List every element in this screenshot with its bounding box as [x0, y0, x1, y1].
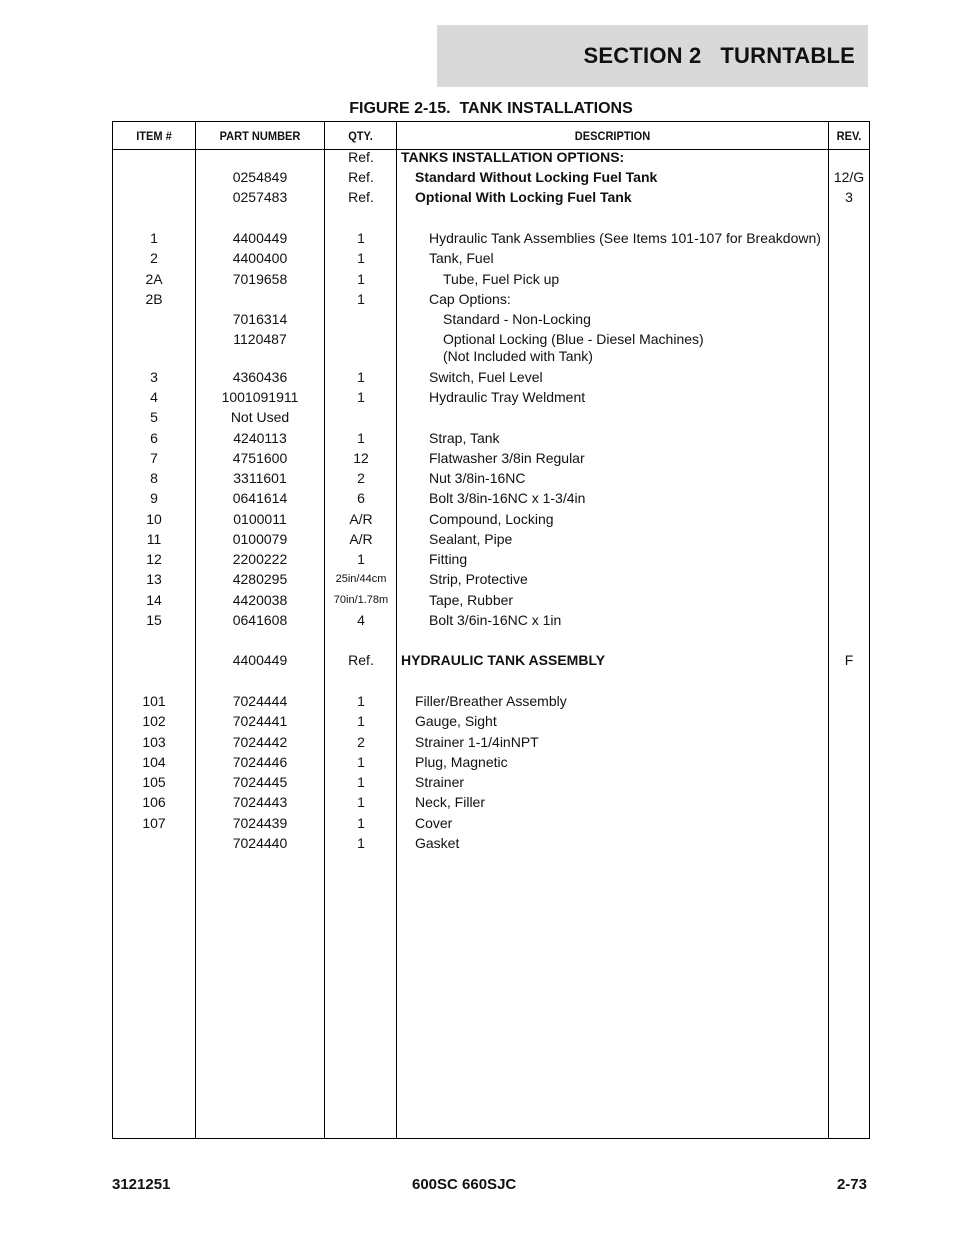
description-cell: Tube, Fuel Pick up: [443, 271, 560, 287]
description-cell: Tank, Fuel: [429, 250, 494, 266]
quantity-cell: 1: [357, 713, 365, 729]
part-number-cell: 7024440: [232, 835, 288, 851]
item-number-cell: 107: [142, 815, 166, 831]
item-number-cell: 3: [150, 369, 158, 385]
description-cell: HYDRAULIC TANK ASSEMBLY: [401, 652, 606, 668]
item-number-cell: 101: [142, 693, 166, 709]
quantity-cell: 2: [357, 470, 365, 486]
footer-page-number: 2-73: [836, 1176, 867, 1193]
item-number-cell: 1: [150, 230, 158, 246]
description-cell: Hydraulic Tank Assemblies (See Items 101-107 for Breakdown): [429, 230, 821, 246]
footer-doc-number: 3121251: [112, 1176, 171, 1193]
quantity-cell: 1: [357, 835, 365, 851]
quantity-cell: Ref.: [348, 189, 374, 205]
quantity-cell: 1: [357, 774, 365, 790]
footer-model: 600SC 660SJC: [412, 1176, 517, 1193]
header-item: ITEM #: [136, 128, 172, 143]
part-number-cell: 4360436: [232, 369, 288, 385]
item-number-cell: 103: [142, 734, 166, 750]
description-cell: Nut 3/8in-16NC: [429, 470, 526, 486]
item-number-cell: 104: [142, 754, 166, 770]
item-number-cell: 12: [146, 551, 162, 567]
description-cell: Filler/Breather Assembly: [415, 693, 567, 709]
part-number-cell: 0254849: [232, 169, 288, 185]
description-cell: Neck, Filler: [415, 794, 486, 810]
part-number-cell: 4751600: [232, 450, 288, 466]
item-number-cell: 4: [150, 389, 158, 405]
description-cell: Strainer 1-1/4inNPT: [415, 734, 539, 750]
description-cell: Hydraulic Tray Weldment: [429, 389, 586, 405]
quantity-cell: Ref.: [348, 149, 374, 165]
description-cell: Cover: [415, 815, 453, 831]
description-cell: Standard - Non-Locking: [443, 311, 591, 327]
quantity-cell: 1: [357, 291, 365, 307]
revision-cell: F: [844, 652, 854, 668]
part-number-cell: 4280295: [232, 571, 288, 587]
revision-cell: 12/G: [833, 169, 865, 185]
part-number-cell: 7019658: [232, 271, 288, 287]
description-cell: Optional With Locking Fuel Tank: [415, 189, 632, 205]
quantity-cell: 1: [357, 551, 365, 567]
part-number-cell: 4400449: [232, 230, 288, 246]
item-number-cell: 2: [150, 250, 158, 266]
revision-cell: 3: [845, 189, 853, 205]
quantity-cell: 1: [357, 369, 365, 385]
description-cell: Bolt 3/6in-16NC x 1in: [429, 612, 562, 628]
quantity-cell: 2: [357, 734, 365, 750]
part-number-cell: 0641608: [232, 612, 288, 628]
quantity-cell: 12: [353, 450, 369, 466]
figure-title: FIGURE 2-15. TANK INSTALLATIONS: [349, 100, 633, 117]
quantity-cell: 1: [357, 230, 365, 246]
part-number-cell: 3311601: [233, 470, 287, 486]
item-number-cell: 14: [146, 592, 162, 608]
description-cell: Gasket: [415, 835, 460, 851]
quantity-cell: 1: [357, 754, 365, 770]
quantity-cell: A/R: [349, 531, 373, 547]
item-number-cell: 10: [146, 511, 162, 527]
item-number-cell: 8: [150, 470, 158, 486]
description-cell: Standard Without Locking Fuel Tank: [415, 169, 658, 185]
description-cell: Gauge, Sight: [415, 713, 497, 729]
quantity-cell: 1: [357, 389, 365, 405]
parts-table: [112, 121, 870, 1139]
quantity-cell: 1: [357, 794, 365, 810]
part-number-cell: 0641614: [232, 490, 288, 506]
header-part-number: PART NUMBER: [219, 128, 301, 143]
part-number-cell: 7024442: [232, 734, 288, 750]
item-number-cell: 9: [150, 490, 158, 506]
description-cell: TANKS INSTALLATION OPTIONS:: [401, 149, 625, 165]
item-number-cell: 6: [150, 430, 158, 446]
item-number-cell: 102: [142, 713, 166, 729]
part-number-cell: 4420038: [232, 592, 288, 608]
item-number-cell: 105: [142, 774, 166, 790]
description-cell: Optional Locking (Blue - Diesel Machines): [443, 331, 704, 347]
quantity-cell: 4: [357, 612, 365, 628]
part-number-cell: 0257483: [232, 189, 288, 205]
item-number-cell: 7: [150, 450, 158, 466]
quantity-cell: 1: [357, 815, 365, 831]
item-number-cell: 2B: [145, 291, 163, 307]
quantity-cell: 1: [357, 430, 365, 446]
description-cell: Strip, Protective: [429, 571, 528, 587]
description-cell: Bolt 3/8in-16NC x 1-3/4in: [429, 490, 586, 506]
part-number-cell: Not Used: [230, 409, 290, 425]
part-number-cell: 1001091911: [221, 389, 299, 405]
item-number-cell: 13: [146, 571, 162, 587]
description-cell: Tape, Rubber: [429, 592, 514, 608]
quantity-cell: Ref.: [348, 652, 374, 668]
part-number-cell: 4400400: [232, 250, 288, 266]
item-number-cell: 15: [146, 612, 162, 628]
description-cell: Strainer: [415, 774, 465, 790]
quantity-cell: 70in/1.78m: [333, 594, 389, 606]
part-number-cell: 2200222: [232, 551, 288, 567]
item-number-cell: 11: [146, 531, 162, 547]
description-cell: Cap Options:: [429, 291, 511, 307]
description-cell: Flatwasher 3/8in Regular: [429, 450, 585, 466]
part-number-cell: 4240113: [233, 430, 287, 446]
part-number-cell: 7016314: [232, 311, 288, 327]
part-number-cell: 7024445: [232, 774, 288, 790]
quantity-cell: 25in/44cm: [335, 573, 387, 585]
quantity-cell: 1: [357, 271, 365, 287]
part-number-cell: 7024444: [232, 693, 288, 709]
description-cell: Sealant, Pipe: [429, 531, 513, 547]
part-number-cell: 7024441: [232, 713, 288, 729]
item-number-cell: 2A: [145, 271, 163, 287]
part-number-cell: 1120487: [233, 331, 287, 347]
part-number-cell: 7024446: [232, 754, 288, 770]
part-number-cell: 0100011: [233, 511, 287, 527]
part-number-cell: 4400449: [232, 652, 288, 668]
quantity-cell: 1: [357, 693, 365, 709]
header-description: DESCRIPTION: [574, 128, 651, 143]
part-number-cell: 7024439: [232, 815, 288, 831]
section-title: SECTION 2 TURNTABLE: [583, 43, 855, 68]
description-cell: Fitting: [429, 551, 468, 567]
item-number-cell: 5: [150, 409, 158, 425]
description-cell: Switch, Fuel Level: [429, 369, 543, 385]
part-number-cell: 0100079: [232, 531, 288, 547]
description-cell: (Not Included with Tank): [443, 348, 593, 364]
quantity-cell: Ref.: [348, 169, 374, 185]
description-cell: Compound, Locking: [429, 511, 554, 527]
description-cell: Strap, Tank: [429, 430, 500, 446]
section-banner: [437, 25, 868, 87]
quantity-cell: 1: [357, 250, 365, 266]
header-rev: REV.: [836, 128, 862, 143]
item-number-cell: 106: [142, 794, 166, 810]
header-qty: QTY.: [348, 128, 373, 143]
description-cell: Plug, Magnetic: [415, 754, 508, 770]
quantity-cell: A/R: [349, 511, 373, 527]
quantity-cell: 6: [357, 490, 365, 506]
part-number-cell: 7024443: [232, 794, 288, 810]
